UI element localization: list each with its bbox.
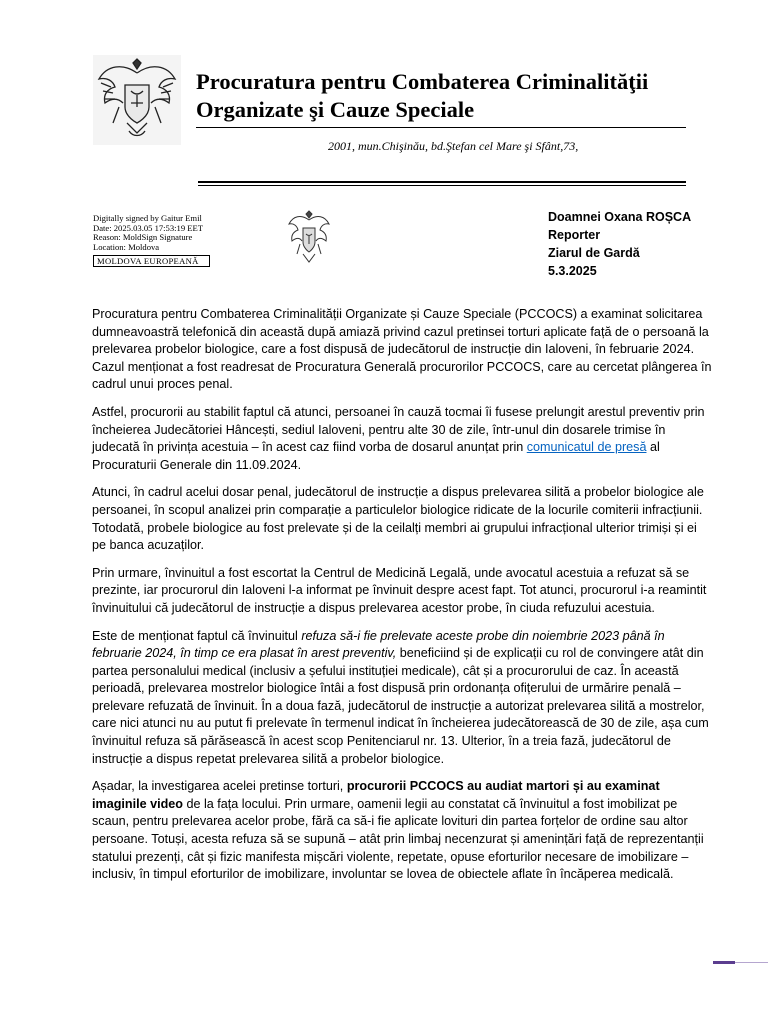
signature-location: Location: Moldova: [93, 241, 160, 252]
letter-date: 5.3.2025: [548, 264, 597, 278]
paragraph-6-bold: procurorii PCCOCS au audiat martori și au examinat imaginile video: [92, 779, 660, 811]
signature-date: Date: 2025.03.05 17:53:19 EET: [93, 222, 204, 233]
letter-body: [92, 306, 712, 894]
recipient-name: Doamnei Oxana ROȘCA: [548, 210, 692, 224]
paragraph-6-text-b: de la fața locului. Prin urmare, oamenii legii au constatat că învinuitul a fost imobilizat pe scaun, pentru prelevarea acelor probe, fără ca să-i fie aplicate lovituri din partea forțelor de ordine sau altor persoane. Totuși, acesta refuza să se supună – atât prin limbaj necenzurat și amenințări față de reprezentanții statului prezenți, cât și fizic manifesta mișcări violente, repetate, opuse eforturilor necesare de imobilizare – inclusiv, în timpul eforturilor de imobilizare, involuntar se lovea de obiectele aflate în încăperea medicală.: [92, 796, 704, 882]
paragraph-2: [92, 404, 712, 474]
title-underline: [196, 127, 686, 128]
paragraph-6: [92, 778, 712, 884]
institution-title-line1: Procuratura pentru Combaterea Criminalităţii: [196, 69, 649, 94]
institution-title-line2: Organizate şi Cauze Speciale: [196, 97, 475, 122]
paragraph-5-italic: refuza să-i fie prelevate aceste probe din noiembrie 2023 până în februarie 2024, în timp ce era plasat în arest preventiv,: [92, 628, 665, 661]
page-marker: [713, 961, 735, 964]
header-divider-thin: [198, 185, 686, 186]
header-divider-thick: [198, 181, 686, 183]
digital-signature-block: [93, 214, 210, 267]
signature-reason: Reason: MoldSign Signature: [93, 232, 193, 243]
press-release-link[interactable]: comunicatul de presă: [526, 440, 647, 455]
recipient-block: [548, 208, 691, 280]
paragraph-1: Procuratura pentru Combaterea Criminalității Organizate și Cauze Speciale (PCCOCS) a examinat solicitarea dumneavoastră telefonică din această după amiază privind cazul pretinsei torturi aplicate față de o persoană la prelevarea probelor biologice, care a fost dispusă de judecătorul de instrucție din Ialoveni, în februarie 2024. Cazul menționat a fost readresat de Procuratura Generală procurorilor PCCOCS, care au cercetat plângerea în cadrul unui proces penal.: [92, 307, 712, 392]
recipient-organization: Ziarul de Gardă: [548, 246, 640, 260]
paragraph-2-text-a: Astfel, procurorii au stabilit faptul că atunci, persoanei în cauză tocmai îi fusese prelungit arestul preventiv prin încheierea Judecătoriei Hâncești, sediul Ialoveni, pentru alte 30 de zile, într-unul din dosarele trimise în judecată în privința acestuia – în acest caz fiind vorba de dosarul anunțat prin: [92, 404, 705, 455]
recipient-role: Reporter: [548, 228, 601, 242]
coat-of-arms-emblem: [93, 55, 181, 145]
paragraph-4: Prin urmare, învinuitul a fost escortat la Centrul de Medicină Legală, unde avocatul acestuia a refuzat să se prezinte, iar procurorul din Ialoveni l-a informat pe învinuit despre acest fapt. Tot atunci, procurorul i-a reamintit învinuitului că judecătorul de instrucție a dispus prelevarea acestor probe, în ciuda refuzului acestuia.: [92, 565, 707, 615]
paragraph-2-text-b: al Procuraturii Generale din 11.09.2024.: [92, 440, 660, 472]
paragraph-5-text-a: Este de menționat faptul că învinuitul: [92, 628, 302, 643]
signature-signer: Digitally signed by Gaitur Emil: [93, 213, 202, 223]
paragraph-6-text-a: Așadar, la investigarea acelei pretinse torturi,: [92, 779, 347, 794]
signature-badge: MOLDOVA EUROPEANĂ: [93, 255, 210, 267]
page-marker-line: [735, 962, 768, 963]
signature-seal-icon: [287, 210, 331, 268]
institution-address: 2001, mun.Chişinău, bd.Ştefan cel Mare şi Sfânt,73,: [328, 139, 579, 153]
paragraph-5-text-b: beneficiind și de explicații cu rol de convingere atât din partea personalului medical (inclusiv a șefului instituției medicale), cât și a procurorului de caz. În această perioadă, prelevarea mostrelor biologice întâi a fost dispusă prin ordonanța ofițerului de urmărire penală – prelevare refuzată de învinuit. În a doua fază, judecătorul de instrucție a autorizat prelevarea silită a mostrelor, care nici atunci nu au putut fi prelevate în termenul indicat în încheierea judecătorească de 30 de zile, așa cum învinuitul refuza să părăsească în acest scop Penitenciarul nr. 13. Ulterior, în a treia fază, judecătorul de instrucție a dispus repetat prelevarea silită a probelor biologice.: [92, 646, 709, 766]
paragraph-3: Atunci, în cadrul acelui dosar penal, judecătorul de instrucție a dispus prelevarea silită a probelor biologice ale persoanei, în scopul analizei prin comparație a particulelor biologice ridicate de la locurile comiterii infracțiunii. Totodată, probele biologice au fost prelevate și de la ceilalți membri ai grupului infracțional ulterior trimiși și ei pe banca acuzaților.: [92, 485, 704, 553]
institution-title: [196, 68, 716, 124]
paragraph-5: [92, 628, 712, 769]
